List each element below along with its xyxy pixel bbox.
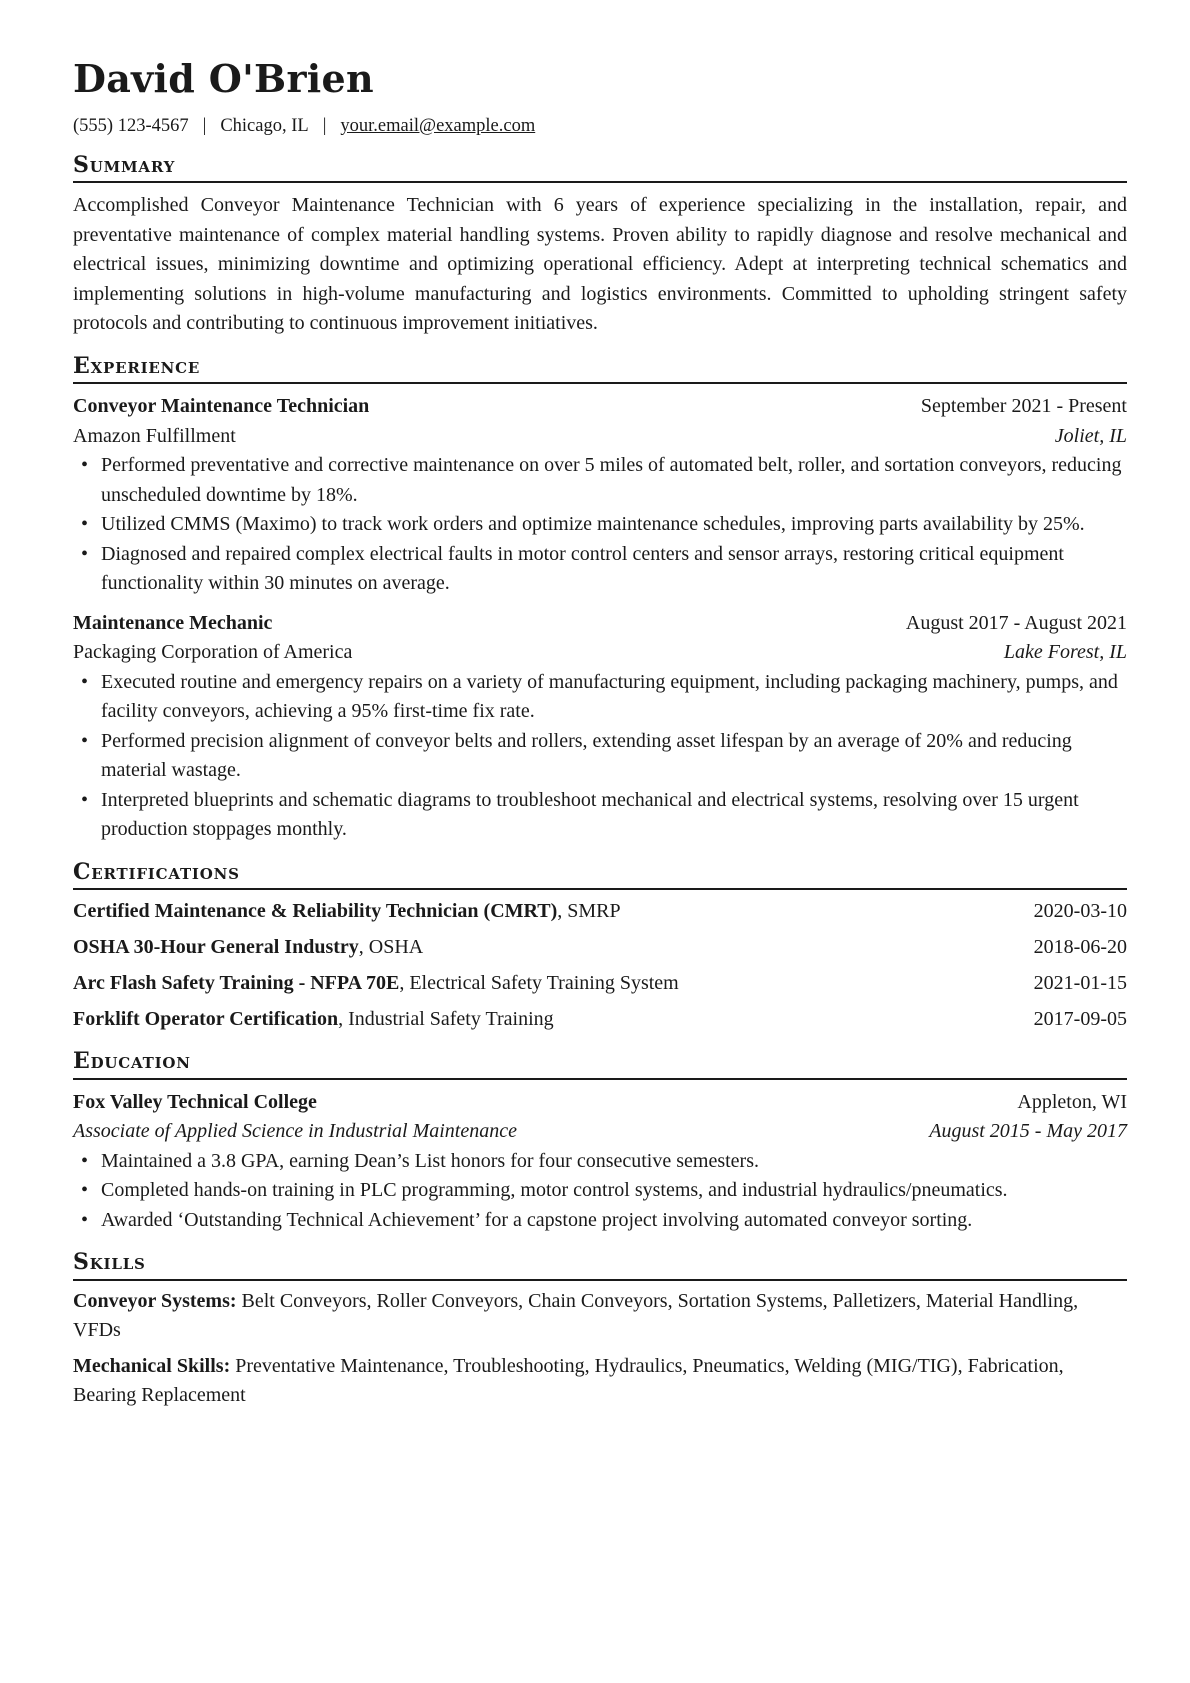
bullet-item: • Utilized CMMS (Maximo) to track work orders and optimize maintenance schedules, improving parts availability by 25%.: [73, 510, 1127, 540]
certification-date: 2020-03-10: [1033, 900, 1127, 923]
contact-separator: |: [202, 115, 207, 136]
skills-list: [73, 1287, 1127, 1411]
job-bullets: [73, 451, 1127, 599]
job-title: Conveyor Maintenance Technician: [73, 395, 370, 418]
contact-separator: |: [322, 115, 327, 136]
school-name: Fox Valley Technical College: [73, 1090, 317, 1113]
skills-section: [73, 1249, 1127, 1411]
summary-heading: Summary: [73, 152, 1127, 184]
degree-name: Associate of Applied Science in Industrial Maintenance: [73, 1120, 517, 1143]
bullet-item: • Performed preventative and corrective maintenance on over 5 miles of automated belt, roller, and sortation conveyors, reducing unscheduled downtime by 18%.: [73, 451, 1127, 510]
certification-date: 2018-06-20: [1033, 936, 1127, 959]
job-title: Maintenance Mechanic: [73, 611, 273, 634]
certification-date: 2021-01-15: [1033, 972, 1127, 995]
skill-group-label: Mechanical Skills:: [73, 1354, 231, 1377]
company-name: Amazon Fulfillment: [73, 424, 236, 447]
skill-group: [73, 1287, 1127, 1346]
certification-date: 2017-09-05: [1033, 1008, 1127, 1031]
certification-issuer: , OSHA: [358, 936, 424, 959]
phone-number: (555) 123-4567: [73, 115, 189, 136]
bullet-item: • Interpreted blueprints and schematic diagrams to troubleshoot mechanical and electrical systems, resolving over 15 urgent production stoppages monthly.: [73, 786, 1127, 845]
bullet-item: • Diagnosed and repaired complex electrical faults in motor control centers and sensor arrays, restoring critical equipment functionality within 30 minutes on average.: [73, 540, 1127, 599]
skill-group: [73, 1352, 1127, 1411]
location: Chicago, IL: [220, 115, 309, 136]
summary-section: [73, 152, 1127, 339]
candidate-name: David O'Brien: [73, 56, 374, 101]
certification-item: [73, 1004, 1127, 1034]
education-entry: [73, 1088, 1127, 1236]
resume-page: [73, 58, 1127, 1411]
certifications-heading: Certifications: [73, 859, 1127, 891]
job-bullets: [73, 668, 1127, 845]
experience-heading: Experience: [73, 353, 1127, 385]
experience-section: [73, 353, 1127, 845]
bullet-item: • Awarded ‘Outstanding Technical Achievement’ for a capstone project involving automated conveyor sorting.: [73, 1206, 1127, 1236]
company-name: Packaging Corporation of America: [73, 641, 353, 664]
bullet-item: • Completed hands-on training in PLC programming, motor control systems, and industrial hydraulics/pneumatics.: [73, 1176, 1127, 1206]
education-heading: Education: [73, 1048, 1127, 1080]
skills-heading: Skills: [73, 1249, 1127, 1281]
certification-list: [73, 896, 1127, 1034]
certification-name: Forklift Operator Certification: [73, 1008, 339, 1031]
bullet-item: • Performed precision alignment of conveyor belts and rollers, extending asset lifespan by an average of 20% and reducing material wastage.: [73, 727, 1127, 786]
school-location: Appleton, WI: [1017, 1090, 1127, 1113]
certification-item: [73, 968, 1127, 998]
skill-group-items: Belt Conveyors, Roller Conveyors, Chain Conveyors, Sortation Systems, Palletizers, Material Handling, VFDs: [73, 1289, 1079, 1342]
job-entry: [73, 392, 1127, 599]
email-link[interactable]: your.email@example.com: [340, 115, 536, 136]
job-dates: August 2017 - August 2021: [905, 611, 1127, 634]
certification-issuer: , Electrical Safety Training System: [399, 972, 679, 995]
bullet-item: • Maintained a 3.8 GPA, earning Dean’s List honors for four consecutive semesters.: [73, 1147, 1127, 1177]
job-location: Lake Forest, IL: [1003, 641, 1127, 664]
certification-issuer: , SMRP: [557, 900, 621, 923]
job-entry: [73, 609, 1127, 845]
certifications-section: [73, 859, 1127, 1035]
certification-name: OSHA 30-Hour General Industry: [73, 936, 359, 959]
certification-name: Certified Maintenance & Reliability Technician (CMRT): [73, 900, 558, 923]
job-dates: September 2021 - Present: [920, 395, 1127, 418]
bullet-item: • Executed routine and emergency repairs on a variety of manufacturing equipment, including packaging machinery, pumps, and facility conveyors, achieving a 95% first-time fix rate.: [73, 668, 1127, 727]
contact-line: [73, 114, 1127, 138]
certification-item: [73, 932, 1127, 962]
job-location: Joliet, IL: [1054, 424, 1127, 447]
skill-group-items: Preventative Maintenance, Troubleshooting, Hydraulics, Pneumatics, Welding (MIG/TIG), Fabrication, Bearing Replacement: [73, 1354, 1064, 1407]
skill-group-label: Conveyor Systems:: [73, 1289, 237, 1312]
certification-name: Arc Flash Safety Training - NFPA 70E: [73, 972, 400, 995]
education-bullets: [73, 1147, 1127, 1236]
certification-item: [73, 896, 1127, 926]
education-section: [73, 1048, 1127, 1235]
education-dates: August 2015 - May 2017: [929, 1120, 1127, 1143]
summary-text: Accomplished Conveyor Maintenance Technician with 6 years of experience specializing in the installation, repair, and preventative maintenance of complex material handling systems. Proven ability to rapidly diagnose and resolve mechanical and electrical issues, minimizing downtime and optimizing operational efficiency. Adept at interpreting technical schematics and implementing solutions in high-volume manufacturing and logistics environments. Committed to upholding stringent safety protocols and contributing to continuous improvement initiatives.: [73, 194, 1127, 335]
certification-issuer: , Industrial Safety Training: [338, 1008, 554, 1031]
